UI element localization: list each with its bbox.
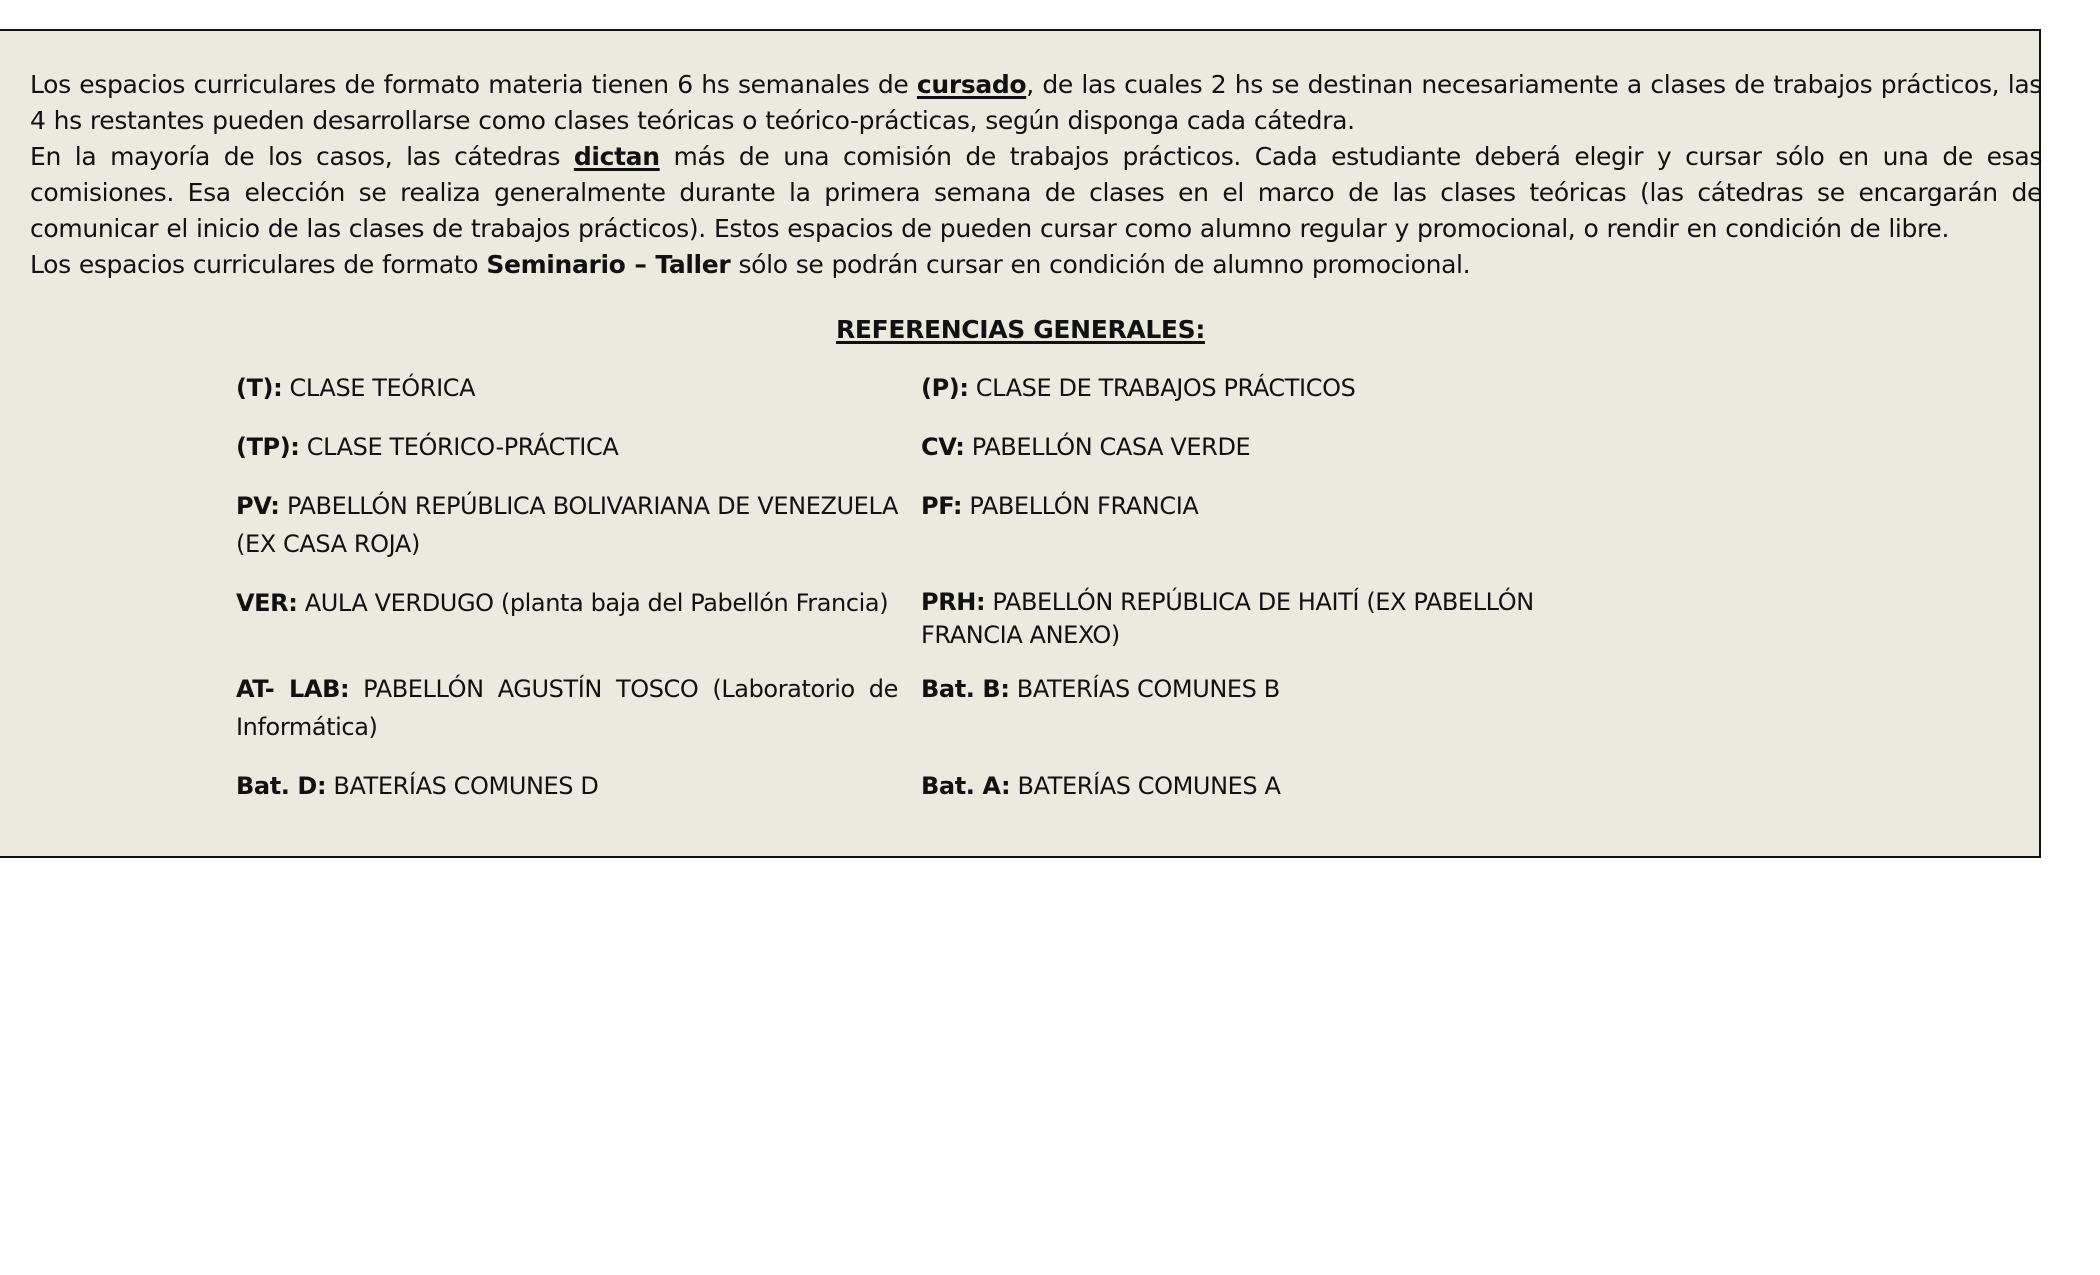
intro-text [30, 67, 2042, 283]
reference-text: BATERÍAS COMUNES A [1017, 772, 1281, 800]
reference-text: CLASE TEÓRICO-PRÁCTICA [306, 433, 619, 461]
intro-p3-text-start: Los espacios curriculares de formato [30, 250, 487, 279]
intro-p3-emphasis: Seminario – Taller [486, 250, 731, 279]
reference-code: PRH: [921, 588, 986, 616]
reference-code: (P): [921, 374, 969, 402]
reference-item [921, 487, 1591, 525]
reference-text: PABELLÓN FRANCIA [969, 492, 1199, 520]
intro-paragraph-comisiones [30, 139, 2042, 247]
reference-item [921, 670, 1591, 708]
reference-item [921, 369, 1591, 407]
reference-item [921, 767, 1591, 805]
reference-code: AT- LAB: [236, 675, 350, 703]
reference-code: (TP): [236, 433, 300, 461]
references-title: REFERENCIAS GENERALES: [836, 315, 1205, 344]
reference-code: Bat. B: [921, 675, 1010, 703]
intro-p2-emphasis: dictan [573, 142, 660, 171]
reference-text: BATERÍAS COMUNES D [333, 772, 599, 800]
reference-code: Bat. D: [236, 772, 327, 800]
intro-p1-text-end: , de las cuales 2 hs se destinan necesariamente a clases de trabajos prácticos, las 4 hs restantes pueden desarrollarse como clases teóricas o teórico-prácticas, según disponga cada cátedra. [30, 70, 2042, 135]
reference-item [921, 586, 1591, 652]
intro-p1-emphasis: cursado [916, 70, 1027, 99]
reference-text: PABELLÓN REPÚBLICA BOLIVARIANA DE VENEZUELA (EX CASA ROJA) [236, 492, 898, 558]
reference-code: PV: [236, 492, 280, 520]
intro-p2-text-start: En la mayoría de los casos, las cátedras [30, 142, 574, 171]
intro-p1-text-start: Los espacios curriculares de formato materia tienen 6 hs semanales de [30, 70, 917, 99]
intro-p2-text-end: más de una comisión de trabajos prácticos. Cada estudiante deberá elegir y cursar sólo en una de esas comisiones. Esa elección se realiza generalmente durante la primera semana de clases en el marco de las clases teóricas (las cátedras se encargarán de comunicar el inicio de las clases de trabajos prácticos). Estos espacios de pueden cursar como alumno regular y promocional, o rendir en condición de libre. [30, 142, 2042, 243]
reference-item [236, 487, 898, 563]
reference-text: AULA VERDUGO (planta baja del Pabellón Francia) [304, 589, 889, 617]
reference-item [236, 670, 898, 746]
reference-item [236, 369, 898, 407]
intro-paragraph-formato-materia [30, 67, 2042, 139]
reference-text: PABELLÓN CASA VERDE [971, 433, 1251, 461]
reference-text: PABELLÓN AGUSTÍN TOSCO (Laboratorio de Informática) [236, 675, 898, 741]
intro-paragraph-seminario-taller [30, 247, 2042, 283]
reference-code: VER: [236, 589, 298, 617]
reference-text: CLASE TEÓRICA [289, 374, 476, 402]
reference-item [921, 428, 1591, 466]
reference-code: CV: [921, 433, 965, 461]
reference-code: PF: [921, 492, 963, 520]
reference-item [236, 767, 898, 805]
reference-code: Bat. A: [921, 772, 1011, 800]
reference-item [236, 584, 898, 622]
reference-text: PABELLÓN REPÚBLICA DE HAITÍ (EX PABELLÓN FRANCIA ANEXO) [921, 588, 1534, 649]
reference-text: BATERÍAS COMUNES B [1016, 675, 1280, 703]
reference-item [236, 428, 898, 466]
reference-code: (T): [236, 374, 283, 402]
reference-text: CLASE DE TRABAJOS PRÁCTICOS [975, 374, 1356, 402]
intro-p3-text-end: sólo se podrán cursar en condición de alumno promocional. [730, 250, 1471, 279]
